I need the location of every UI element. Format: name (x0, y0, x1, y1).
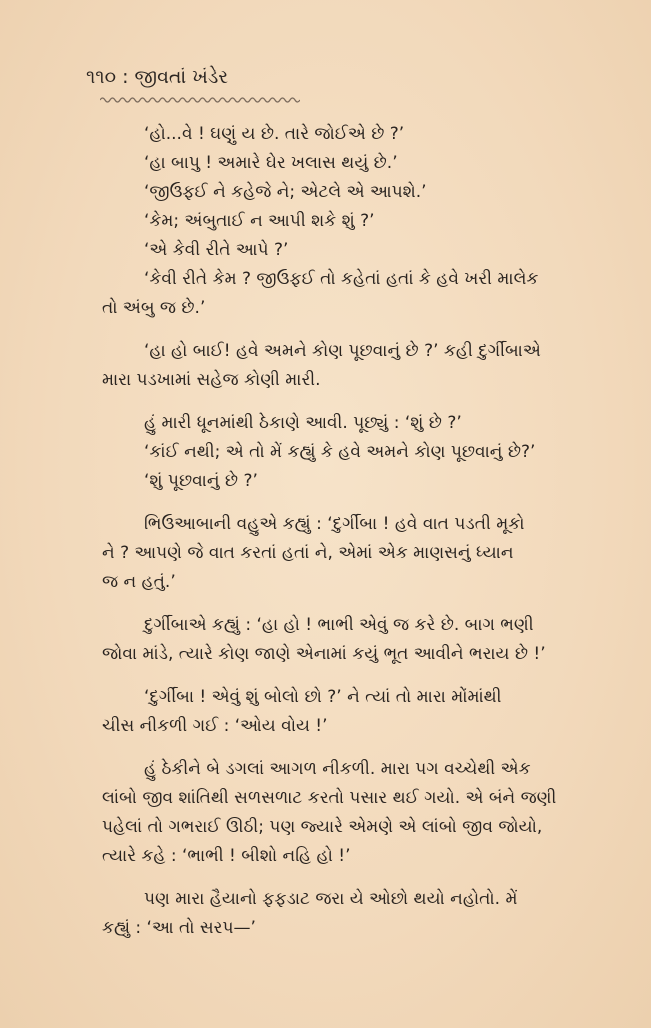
text-line: ‘હો...વે ! ઘણું ય છે. તારે જોઈએ છે ?’ (144, 124, 405, 144)
paragraph-gap (100, 669, 630, 683)
text-line: ‘શું પૂછવાનું છે ?’ (144, 471, 258, 491)
text-line: ‘જીઉફઈ ને કહેજે ને; એટલે એ આપશે.’ (144, 182, 427, 202)
text-line: હું ઠેકીને બે ડગલાં આગળ નીકળી. મારા પગ વચ્ચેથી એક (144, 759, 531, 779)
text-line: જ ન હતું.’ (102, 572, 176, 592)
wavy-underline (100, 96, 300, 104)
body-text (100, 120, 630, 943)
running-head: ૧૧૦ : જીવતાં ખંડેર (86, 66, 229, 88)
paragraph-gap (100, 496, 630, 510)
text-line: લાંબો જીવ શાંતિથી સળસળાટ કરતો પસાર થઈ ગયો. એ બંને જણી (102, 788, 557, 808)
text-line: ‘દુર્ગીબા ! એવું શું બોલો છો ?’ ને ત્યાં તો મારા મોંમાંથી (144, 687, 502, 707)
text-line: ‘હા હો બાઈ! હવે અમને કોણ પૂછવાનું છે ?’ કહી દુર્ગીબાએ (144, 341, 541, 361)
text-line: કહ્યું : ‘આ તો સરપ—’ (102, 918, 256, 938)
text-line: જોવા માંડે, ત્યારે કોણ જાણે એનામાં કયું ભૂત આવીને ભરાય છે !’ (102, 644, 546, 664)
text-line: તો અંબુ જ છે.’ (102, 298, 206, 318)
text-line: ‘હા બાપુ ! અમારે ઘેર ખલાસ થયું છે.’ (144, 153, 398, 173)
paragraph-gap (100, 741, 630, 755)
text-line: દુર્ગીબાએ કહ્યું : ‘હા હો ! ભાભી એવું જ કરે છે. બાગ ભણી (144, 615, 534, 635)
text-line: ભિઉઆબાની વહુએ કહ્યું : ‘દુર્ગીબા ! હવે વાત પડતી મૂકો (144, 514, 525, 534)
text-line: ‘કેવી રીતે કેમ ? જીઉફઈ તો કહેતાં હતાં કે હવે ખરી માલેક (144, 269, 539, 289)
paragraph-gap (100, 597, 630, 611)
text-line: ‘કાંઈ નથી; એ તો મેં કહ્યું કે હવે અમને કોણ પૂછવાનું છે?’ (144, 442, 536, 462)
paragraph-gap (100, 395, 630, 409)
text-line: હું મારી ધૂનમાંથી ઠેકાણે આવી. પૂછ્યું : ‘શું છે ?’ (144, 413, 462, 433)
text-line: ‘કેમ; અંબુતાઈ ન આપી શકે શું ?’ (144, 211, 375, 231)
paragraph-gap (100, 323, 630, 337)
text-line: ચીસ નીકળી ગઈ : ‘ઓય વોય !’ (102, 716, 328, 736)
text-line: પહેલાં તો ગભરાઈ ઊઠી; પણ જ્યારે એમણે એ લાંબો જીવ જોયો, (102, 817, 543, 837)
paragraph-gap (100, 871, 630, 885)
text-line: પણ મારા હૈયાનો ફફડાટ જરા યે ઓછો થયો નહોતો. મેં (144, 889, 518, 909)
text-line: ‘એ કેવી રીતે આપે ?’ (144, 240, 289, 260)
text-line: ને ? આપણે જે વાત કરતાં હતાં ને, એમાં એક માણસનું ધ્યાન (102, 543, 514, 563)
text-line: ત્યારે કહે : ‘ભાભી ! બીશો નહિ હો !’ (102, 846, 351, 866)
text-line: મારા પડખામાં સહેજ કોણી મારી. (102, 370, 321, 390)
